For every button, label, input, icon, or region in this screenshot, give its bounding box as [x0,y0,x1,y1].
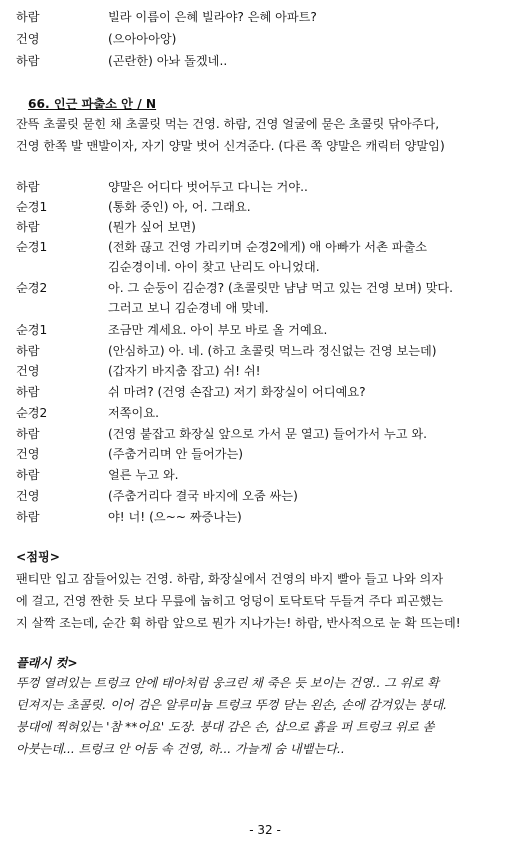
speaker-name: 건영 [16,32,40,46]
speaker-name: 하람 [16,468,40,482]
scene-heading: 66. 인근 파출소 안 / N [28,97,157,111]
speaker-name: 건영 [16,447,40,461]
description-line: 잔뜩 초콜릿 묻힌 채 초콜릿 먹는 건영. 하람, 건영 얼굴에 묻은 초콜릿 닦아주다, [16,117,440,131]
dialogue-line [16,259,518,275]
speaker-name: 하람 [16,220,40,234]
speaker-name: 순경2 [16,406,48,420]
dialogue-line [16,446,518,462]
speaker-name: 하람 [16,54,40,68]
speaker-name: 하람 [16,385,40,399]
speaker-name: 하람 [16,180,40,194]
dialogue-text: (건영 붙잡고 화장실 앞으로 가서 문 열고) 들어가서 누고 와. [108,427,428,441]
dialogue-line [16,219,518,235]
dialogue-text: 조금만 계세요. 아이 부모 바로 올 거예요. [108,323,328,337]
dialogue-line [16,363,518,379]
description-line: 팬티만 입고 잠들어있는 건영. 하람, 화장실에서 건영의 바지 빨아 들고 나와 의자 [16,572,444,586]
speaker-name: 순경1 [16,240,48,254]
scene-description [16,113,516,157]
dialogue-text: (통화 중인) 아, 어. 그래요. [108,200,251,214]
description-line: 아붓는데... 트렁크 안 어둠 속 건영, 하... 가늘게 숨 내뱉는다.. [16,742,345,756]
dialogue-text: (으아아아앙) [108,32,177,46]
dialogue-text: 야! 너! (으~~ 짜증나는) [108,510,242,524]
dialogue-text: 양말은 어디다 벗어두고 다니는 거야.. [108,180,308,194]
dialogue-line [16,426,518,442]
dialogue-text: (주춤거리며 안 들어가는) [108,447,243,461]
speaker-name: 순경1 [16,200,48,214]
speaker-name: 순경2 [16,281,48,295]
dialogue-line [16,179,518,195]
speaker-name: 건영 [16,489,40,503]
page-number: - 32 - [249,823,281,837]
jump-description [16,568,516,634]
dialogue-line [16,509,518,525]
dialogue-text: (안심하고) 아. 네. (하고 초콜릿 먹느라 정신없는 건영 보는데) [108,344,437,358]
flash-heading: 플래시 컷> [16,656,78,670]
dialogue-text: 김순경이네. 아이 찾고 난리도 아니었대. [108,260,320,274]
dialogue-text: 아. 그 순둥이 김순경? (초콜릿만 냠냠 먹고 있는 건영 보며) 맞다. [108,281,454,295]
description-line: 지 살짝 조는데, 순간 휙 하람 앞으로 뭔가 지나가는! 하람, 반사적으로 눈 확 뜨는데! [16,616,461,630]
speaker-name: 하람 [16,510,40,524]
dialogue-line [16,322,518,338]
dialogue-line [16,9,518,25]
dialogue-line [16,343,518,359]
description-line: 던져지는 초콜릿. 이어 검은 알루미늄 트렁크 뚜껑 닫는 왼손, 손에 감겨있는 붕대. [16,698,447,712]
description-line: 건영 한쪽 발 맨발이자, 자기 양말 벗어 신겨준다. (다른 쪽 양말은 캐릭터 양말임) [16,139,445,153]
dialogue-line [16,488,518,504]
dialogue-text: 그러고 보니 김순경네 애 맞네. [108,301,269,315]
dialogue-text: (뭔가 싶어 보면) [108,220,196,234]
dialogue-line [16,31,518,47]
dialogue-text: (곤란한) 아놔 돌겠네.. [108,54,228,68]
dialogue-text: (갑자기 바지춤 잡고) 쉬! 쉬! [108,364,261,378]
dialogue-text: 얼른 누고 와. [108,468,179,482]
speaker-name: 건영 [16,364,40,378]
dialogue-line [16,199,518,215]
speaker-name: 하람 [16,10,40,24]
flash-description [16,672,516,760]
dialogue-line [16,239,518,255]
description-line: 붕대에 찍혀있는 '참 **어요' 도장. 붕대 감은 손, 삽으로 흙을 퍼 트렁크 위로 쏟 [16,720,435,734]
jump-heading: <점핑> [16,550,60,564]
description-line: 에 걸고, 건영 짠한 듯 보다 무릎에 눕히고 엉덩이 토닥토닥 두들겨 주다 피곤했는 [16,594,444,608]
dialogue-text: (전화 끊고 건영 가리키며 순경2에게) 애 아빠가 서촌 파출소 [108,240,428,254]
dialogue-line [16,467,518,483]
dialogue-text: 빌라 이름이 은혜 빌라야? 은혜 아파트? [108,10,317,24]
dialogue-line [16,300,518,316]
dialogue-text: 쉬 마려? (건영 손잡고) 저기 화장실이 어디예요? [108,385,366,399]
dialogue-line [16,405,518,421]
description-line: 뚜껑 열려있는 트렁크 안에 태아처럼 웅크린 채 죽은 듯 보이는 건영.. 그 위로 확 [16,676,440,690]
dialogue-text: (주춤거리다 결국 바지에 오줌 싸는) [108,489,298,503]
dialogue-line [16,53,518,69]
dialogue-line [16,280,518,296]
speaker-name: 순경1 [16,323,48,337]
dialogue-line [16,384,518,400]
speaker-name: 하람 [16,427,40,441]
dialogue-text: 저쪽이요. [108,406,159,420]
speaker-name: 하람 [16,344,40,358]
